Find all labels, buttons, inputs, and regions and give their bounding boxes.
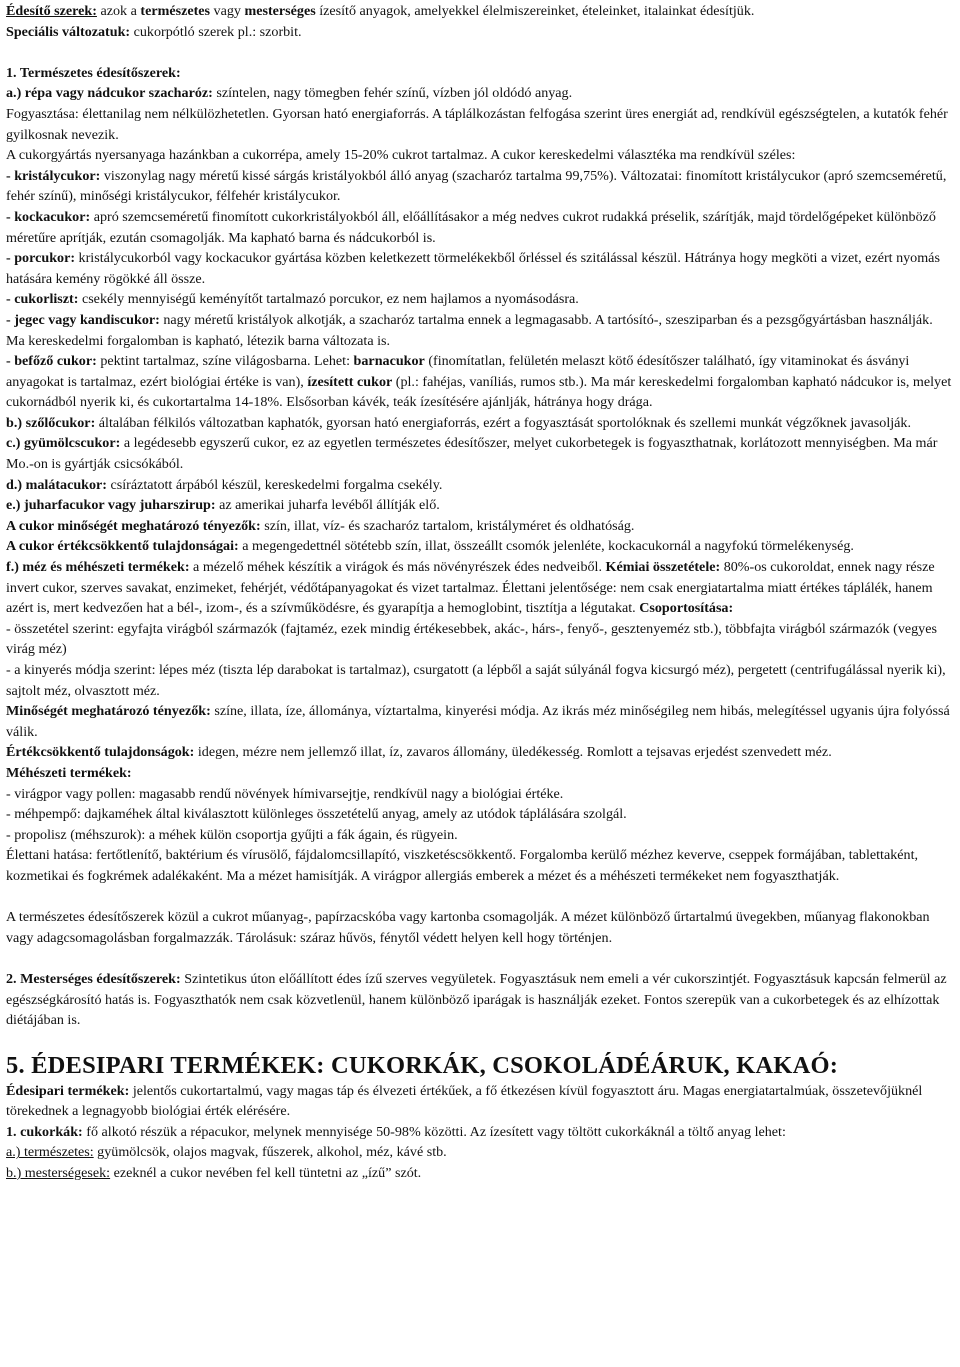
honey-quality: Minőségét meghatározó tényezők: színe, illata, íze, állománya, víztartalma, kinyerési módja. Az ikrás méz minőségileg nem hibás, melegítéssel ugyanis újra folyóssá válik. bbox=[6, 703, 950, 740]
item-a-production: A cukorgyártás nyersanyaga hazánkban a cukorrépa, amely 15-20% cukrot tartalmaz. A cukor kereskedelmi választéka ma rendkívül széles: bbox=[6, 147, 796, 164]
bee-product-3: - propolisz (méhszurok): a méhek külön csoportja gyűjti a fák ágain, és rügyein. bbox=[6, 826, 458, 843]
item-d: d.) malátacukor: csíráztatott árpából készül, kereskedelmi forgalma csekély. bbox=[6, 476, 443, 493]
item-kockacukor: - kockacukor: apró szemcseméretű finomított cukorkristályokból áll, előállításakor a még nedves cukrot rudakká préselik, szárítják, majd tördelőgépeket különböző méretűre aprítják, ezután csomagolják. Ma kapható barna és nádcukorból is. bbox=[6, 208, 936, 246]
section-5-item-b: b.) mesterségesek: ezeknél a cukor nevében fel kell tüntetni az „ízű” szót. bbox=[6, 1165, 422, 1182]
item-cukorliszt: - cukorliszt: csekély mennyiségű keményítőt tartalmazó porcukor, ez nem hajlamos a nyomásodásra. bbox=[6, 291, 579, 308]
item-befozo-cukor: - befőző cukor: pektint tartalmaz, színe világosbarna. Lehet: barnacukor (finomítatlan, felületén melaszt kötő édesítőszer található, így vitaminokat és ásványi anyagokat is tartalmaz, ezért biológiai értéke is van), ízesített cukor (pl.: fahéjas, vaníliás, rumos stb.). Ma már kereskedelmi forgalomban kapható nádcukor is, melyet cukornádból nyerik ki, és cukortartalma 14-18%. Elsősorban kávék, teák ízesítésére ajánlják, hátránya hogy drága. bbox=[6, 353, 952, 411]
honey-group-2: - a kinyerés módja szerint: lépes méz (tiszta lép darabokat is tartalmaz), csurgatott (a lépből a saját súlyánál fogva kicsurgó méz), pergetett (centrifugálással nyerik ki), sajtolt méz, olvasztott méz. bbox=[6, 662, 946, 699]
item-kristalycukor: - kristálycukor: viszonylag nagy méretű kissé sárgás kristályokból álló anyag (szacharóz tartalma 99,75%). Változatai: finomított kristálycukor (apró szemcseméretű, fehér színű), minőségi kristálycukor, félfehér kristálycukor. bbox=[6, 167, 947, 205]
item-a-consumption: Fogyasztása: élettanilag nem nélkülözhetetlen. Gyorsan ható energiaforrás. A táplálkozástan felfogása szerint üres energiát ad, rendkívül egészségtelen, a kutatók fehér gyilkosnak nevezik. bbox=[6, 105, 948, 143]
section-5-heading: 5. ÉDESIPARI TERMÉKEK: CUKORKÁK, CSOKOLÁDÉÁRUK, KAKAÓ: bbox=[6, 1051, 839, 1079]
item-f-honey: f.) méz és méhészeti termékek: a mézelő méhek készítik a virágok és más növényrészek édes nedveiből. Kémiai összetétele: 80%-os cukoroldat, ennek nagy része invert cukor, szerves savakat, enzimeket, fehérjét, védőtápanyagokat és vizet tartalmaz. Élettani jelentősége: nem csak energiatartalma miatt értékes táplálék, hanem azért is, mert kedvezően hat a bél-, izom-, és a szívműködésre, és gyarapítja a hemoglobint, tisztítja a légutakat. Csoportosítása: bbox=[6, 559, 935, 617]
item-e: e.) juharfacukor vagy juharszirup: az amerikai juharfa levéből állítják elő. bbox=[6, 497, 440, 514]
item-a: a.) répa vagy nádcukor szacharóz: színtelen, nagy tömegben fehér színű, vízben jól oldódó anyag. bbox=[6, 85, 573, 102]
section-5-cukorkak: 1. cukorkák: fő alkotó részük a répacukor, melynek mennyisége 50-98% közötti. Az ízesített vagy töltött cukorkáknál a töltő anyag lehet: bbox=[6, 1123, 786, 1140]
bee-product-2: - méhpempő: dajkaméhek által kiválasztott különleges összetételű anyag, amely az utódok táplálására szolgál. bbox=[6, 806, 627, 823]
bee-products-heading: Méhészeti termékek: bbox=[6, 764, 132, 781]
bee-product-effects: Élettani hatása: fertőtlenítő, baktérium és vírusölő, fájdalomcsillapító, viszketéscsökkentő. Forgalomba kerülő mézhez keverve, cseppek formájában, tablettaként, kozmetikai és fogkrémek adalékaként. Ma a mézet hamisítják. A virágpor allergiás emberek a mézet és a méhészeti termékeket nem fogyaszthatják. bbox=[6, 847, 919, 884]
item-porcukor: - porcukor: kristálycukorból vagy kockacukor gyártása közben keletkezett törmelékekből őrléssel és szitálással készül. Hátránya hogy megköti a vizet, ezért nyomás hatására kemény rögökké áll össze. bbox=[6, 250, 940, 287]
section-5-item-a: a.) természetes: gyümölcsök, olajos magvak, fűszerek, alkohol, méz, kávé stb. bbox=[6, 1144, 447, 1161]
honey-value-reducing: Értékcsökkentő tulajdonságok: idegen, mézre nem jellemző illat, íz, zavaros állomány, üledékesség. Romlott a tejsavas erjedést szenvedett méz. bbox=[6, 744, 832, 761]
artificial-paragraph: 2. Mesterséges édesítőszerek: Szintetikus úton előállított édes ízű szerves vegyületek. Fogyasztásuk nem emeli a vér cukorszintjét. Fogyasztásuk kapcsán felmerül az egészségkárosító hatás is. Fogyaszthatók nem csak közvetlenül, hanem különböző iparágak is használják ezeket. Fontos szerepük van a cukorbetegek és az elhízottak diétájában is. bbox=[6, 970, 947, 1029]
item-c: c.) gyümölcscukor: a legédesebb egyszerű cukor, ez az egyetlen természetes édesítőszer, melyet cukorbetegek is fogyaszthatnak, korlátozott mennyiségben. Ma már Mo.-on is gyártják csicsókából. bbox=[6, 435, 938, 473]
value-reducing: A cukor értékcsökkentő tulajdonságai: a megengedettnél sötétebb szín, illat, összeállt csomók jelenléte, kockacukornál a nagyfokú törmelékenység. bbox=[6, 538, 854, 555]
bee-product-1: - virágpor vagy pollen: magasabb rendű növények hímivarsejtje, rendkívül nagy a biológiai értéke. bbox=[6, 785, 564, 802]
quality-factors: A cukor minőségét meghatározó tényezők: szín, illat, víz- és szacharóz tartalom, kristályméret és oldhatóság. bbox=[6, 517, 635, 534]
packaging-paragraph: A természetes édesítőszerek közül a cukrot műanyag-, papírzacskóba vagy kartonba csomagolják. A mézet különböző űrtartalmú üvegekben, műanyag flakonokban vagy adagcsomagolásban forgalmazzák. Tárolásuk: száraz hűvös, fénytől védett helyen kell hogy történjen. bbox=[6, 909, 930, 946]
natural-heading: 1. Természetes édesítőszerek: bbox=[6, 64, 181, 81]
term-edesito-szerek: Édesítő szerek: bbox=[6, 3, 97, 19]
item-b: b.) szőlőcukor: általában félkilós változatban kaphatók, gyorsan ható energiaforrás, ezért a fogyasztását sportolóknak és szellemi munkát végzőknek javasolják. bbox=[6, 414, 911, 431]
section-5-intro: Édesipari termékek: jelentős cukortartalmú, vagy magas táp és élvezeti értékűek, a fő étkezésen kívül fogyasztott áru. Magas energiatartalmúak, összetevőjüknél törekednek a legnagyobb biológiai érték elérésére. bbox=[6, 1082, 923, 1120]
intro-paragraph: Édesítő szerek: azok a természetes vagy mesterséges ízesítő anyagok, amelyekkel élelmiszereinket, ételeinket, italainkat édesítjük. Speciális változatuk: cukorpótló szerek pl.: szorbit. bbox=[6, 3, 755, 40]
item-kandiscukor: - jegec vagy kandiscukor: nagy méretű kristályok alkotják, a szacharóz tartalma ennek a legmagasabb. A tartósító-, szesziparban és a pezsgőgyártásban használják. Ma kereskedelmi forgalomban is kapható, létezik barna változata is. bbox=[6, 311, 933, 349]
honey-group-1: - összetétel szerint: egyfajta virágból származók (fajtaméz, ezek mindig értékesebbek, akác-, hárs-, fenyő-, gesztenyeméz stb.), többfajta virágból származók (vegyes virág méz) bbox=[6, 620, 937, 658]
